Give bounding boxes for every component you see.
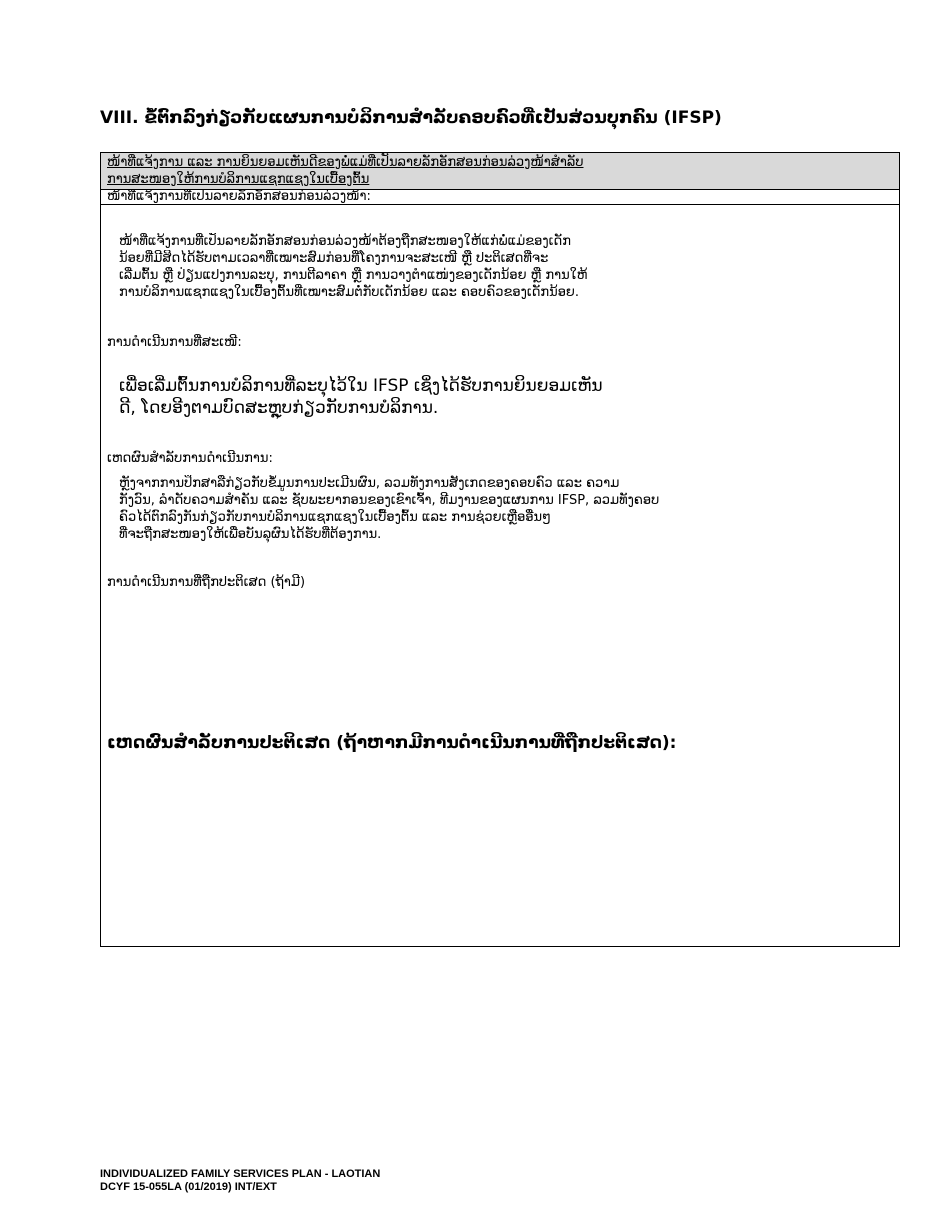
- footer-form-name: INDIVIDUALIZED FAMILY SERVICES PLAN - LAOTIAN: [100, 1168, 381, 1180]
- reason-label: ເຫດຜົນສຳລັບການດຳເນີນການ:: [107, 451, 273, 466]
- notice-form-box: [100, 152, 900, 947]
- text-line: ໜ້າທີ່ແຈ້ງການທີ່ເປັນລາຍລັກອັກສອນກ່ອນລ່ວງໜ້າຕ້ອງຖືກສະໜອງໃຫ້ແກ່ພໍ່ແມ່ຂອງເດັກ: [119, 234, 571, 249]
- text-line: ຄົວໄດ້ຕົກລົງກັນກ່ຽວກັບການບໍລິການແຊກແຊງໃນເບື້ອງຕົ້ນ ແລະ ການຊ່ວຍເຫຼືອອື່ນໆ: [119, 510, 551, 525]
- text-line: ຫຼັງຈາກການປຶກສາລືກ່ຽວກັບຂໍ້ມູນການປະເມີນຜົນ, ລວມທັງການສັງເກດຂອງຄອບຄົວ ແລະ ຄວາມ: [119, 476, 620, 491]
- header-line: ໜ້າທີ່ແຈ້ງການ ແລະ ການຍິນຍອມເຫັນດີຂອງພໍ່ແມ່ທີ່ເປັນລາຍລັກອັກສອນກ່ອນລ່ວງໜ້າສຳລັບ: [107, 155, 584, 170]
- text-line: ກັງວົນ, ລຳດັບຄວາມສຳຄັນ ແລະ ຊັບພະຍາກອນຂອງເຂົາເຈົ້າ, ທີມງານຂອງແຜນການ IFSP, ລວມທັງຄອບ: [119, 493, 660, 508]
- notice-label: ໜ້າທີ່ແຈ້ງການທີ່ເປັນລາຍລັກອັກສອນກ່ອນລ່ວງໜ້າ:: [101, 190, 899, 205]
- form-header: [101, 153, 899, 190]
- section-title: VIII. ຂໍ້ຕົກລົງກ່ຽວກັບແຜນການບໍລິການສຳລັບຄອບຄົວທີ່ເປັນສ່ວນບຸກຄົນ (IFSP): [100, 108, 722, 128]
- proposed-action-label: ການດຳເນີນການທີ່ສະເໜີ:: [107, 335, 242, 350]
- text-line: ການບໍລິການແຊກແຊງໃນເບື້ອງຕົ້ນທີ່ເໝາະສົມຕໍ່ກັບເດັກນ້ອຍ ແລະ ຄອບຄົວຂອງເດັກນ້ອຍ.: [119, 285, 579, 300]
- notice-paragraph: [119, 233, 889, 301]
- text-line: ເລີ່ມຕົ້ນ ຫຼື ປ່ຽນແປງການລະບຸ, ການຕີລາຄາ ຫຼື ການວາງຕຳແໜ່ງຂອງເດັກນ້ອຍ ຫຼື ການໃຫ້: [119, 268, 588, 283]
- proposed-action-text: [119, 375, 889, 419]
- refused-action-label: ການດຳເນີນການທີ່ຖືກປະຕິເສດ (ຖ້າມີ): [107, 575, 306, 590]
- text-line: ເພື່ອເລີ່ມຕົ້ນການບໍລິການທີ່ລະບຸໄວ້ໃນ IFSP ເຊິ່ງໄດ້ຮັບການຍິນຍອມເຫັນ: [119, 376, 603, 396]
- text-line: ດີ, ໂດຍອີງຕາມບົດສະຫຼຸບກ່ຽວກັບການບໍລິການ.: [119, 398, 439, 418]
- text-line: ນ້ອຍທີ່ມີສິດໄດ້ຮັບຕາມເວລາທີ່ເໝາະສົມກ່ອນທີ່ໂຄງການຈະສະເໜີ ຫຼື ປະຕິເສດທີ່ຈະ: [119, 251, 549, 266]
- form-footer: [100, 1168, 380, 1194]
- text-line: ທີ່ຈະຖືກສະໜອງໃຫ້ເພື່ອບັນລຸຜົນໄດ້ຮັບທີ່ຕ້ອງການ.: [119, 527, 382, 542]
- refusal-reason-label: ເຫດຜົນສຳລັບການປະຕິເສດ (ຖ້າຫາກມີການດຳເນີນການທີ່ຖືກປະຕິເສດ):: [107, 733, 677, 753]
- reason-paragraph: [119, 475, 889, 543]
- header-line: ການສະໜອງໃຫ້ການບໍລິການແຊກແຊງໃນເບື້ອງຕົ້ນ: [107, 172, 370, 187]
- footer-form-number: DCYF 15-055LA (01/2019) INT/EXT: [100, 1181, 277, 1193]
